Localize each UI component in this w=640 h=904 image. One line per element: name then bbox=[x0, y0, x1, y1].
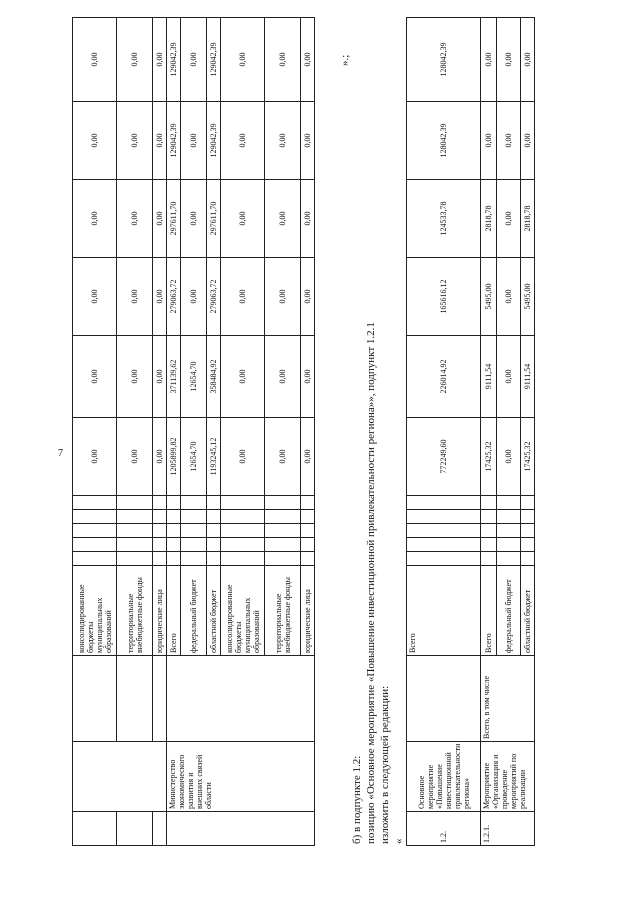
table-cell: 129042,39 bbox=[167, 102, 181, 180]
table-cell: 0,00 bbox=[221, 180, 265, 258]
table-cell: 0,00 bbox=[301, 418, 315, 496]
table-cell: 0,00 bbox=[221, 18, 265, 102]
source-label: юридические лица bbox=[153, 566, 167, 656]
source-label: территориальные внебюджетные фонды bbox=[117, 566, 153, 656]
source-label: федеральный бюджет bbox=[497, 566, 521, 656]
table-cell: 0,00 bbox=[301, 18, 315, 102]
table-row bbox=[73, 18, 117, 846]
table-cell: 0,00 bbox=[265, 102, 301, 180]
row-number: 1.2.1. bbox=[481, 812, 535, 846]
table-cell: 9111,54 bbox=[481, 336, 497, 418]
table-cell: 0,00 bbox=[497, 336, 521, 418]
budget-table-continuation bbox=[72, 17, 315, 846]
source-label: областной бюджет bbox=[521, 566, 535, 656]
table-cell: 0,00 bbox=[73, 102, 117, 180]
source-label: консолидированные бюджеты муниципальных образований bbox=[73, 566, 117, 656]
table-cell: 1205899,82 bbox=[167, 418, 181, 496]
table-cell: 297611,70 bbox=[207, 180, 221, 258]
table-cell: 0,00 bbox=[117, 102, 153, 180]
table-row bbox=[481, 18, 497, 846]
table-cell: 0,00 bbox=[221, 418, 265, 496]
table-cell: 0,00 bbox=[497, 418, 521, 496]
source-label: федеральный бюджет bbox=[181, 566, 207, 656]
table-cell: 0,00 bbox=[181, 258, 207, 336]
table-cell: 124533,78 bbox=[407, 180, 481, 258]
table-cell: 0,00 bbox=[153, 180, 167, 258]
table-cell: 0,00 bbox=[117, 18, 153, 102]
closing-quote: ».; bbox=[339, 54, 351, 66]
table-row bbox=[407, 18, 481, 846]
executor-cell: Всего, в том числе bbox=[481, 656, 535, 742]
rotated-page-content bbox=[72, 18, 632, 846]
table-cell: 0,00 bbox=[73, 418, 117, 496]
table-cell: 12654,70 bbox=[181, 418, 207, 496]
table-cell: 0,00 bbox=[153, 102, 167, 180]
source-label: юридические лица bbox=[301, 566, 315, 656]
table-cell: 371139,62 bbox=[167, 336, 181, 418]
source-label: областной бюджет bbox=[207, 566, 221, 656]
table-cell: 0,00 bbox=[497, 258, 521, 336]
table-cell: 279063,72 bbox=[167, 258, 181, 336]
table-cell: 0,00 bbox=[117, 418, 153, 496]
table-cell: 358484,92 bbox=[207, 336, 221, 418]
table-row bbox=[153, 18, 167, 846]
table-cell: 0,00 bbox=[265, 180, 301, 258]
subpoint-heading: б) в подпункте 1.2: bbox=[351, 755, 363, 844]
table-cell: 0,00 bbox=[117, 336, 153, 418]
table-cell: 0,00 bbox=[117, 258, 153, 336]
table-cell: 0,00 bbox=[73, 18, 117, 102]
activity-name: Мероприятие «Организация и проведение мероприятий по реализации bbox=[481, 742, 535, 812]
table-cell: 128042,39 bbox=[407, 102, 481, 180]
budget-table-new bbox=[406, 17, 535, 846]
table-cell: 0,00 bbox=[301, 102, 315, 180]
table-cell: 17425,32 bbox=[481, 418, 497, 496]
table-cell: 0,00 bbox=[153, 418, 167, 496]
source-label: Всего bbox=[167, 566, 181, 656]
table-cell: 0,00 bbox=[181, 180, 207, 258]
table-cell: 12654,70 bbox=[181, 336, 207, 418]
table-cell: 5495,00 bbox=[521, 258, 535, 336]
table-cell: 0,00 bbox=[153, 258, 167, 336]
table-cell: 0,00 bbox=[481, 102, 497, 180]
table-cell: 0,00 bbox=[497, 180, 521, 258]
table-cell: 165616,12 bbox=[407, 258, 481, 336]
table-cell: 0,00 bbox=[153, 18, 167, 102]
instruction-text-2: изложить в следующей редакции: bbox=[379, 685, 391, 844]
table-cell: 0,00 bbox=[73, 258, 117, 336]
table-cell: 0,00 bbox=[497, 18, 521, 102]
row-number: 1.2. bbox=[407, 812, 481, 846]
table-cell: 0,00 bbox=[521, 102, 535, 180]
table-cell: 0,00 bbox=[481, 18, 497, 102]
table-cell: 0,00 bbox=[265, 18, 301, 102]
table-cell: 0,00 bbox=[301, 258, 315, 336]
table-cell: 0,00 bbox=[301, 180, 315, 258]
open-quote: « bbox=[393, 838, 405, 844]
table-cell: 5495,00 bbox=[481, 258, 497, 336]
table-cell: 0,00 bbox=[73, 180, 117, 258]
table-cell: 0,00 bbox=[117, 180, 153, 258]
table-cell: 0,00 bbox=[301, 336, 315, 418]
table-cell: 129042,39 bbox=[207, 18, 221, 102]
table-row bbox=[167, 18, 181, 846]
table-cell: 0,00 bbox=[265, 418, 301, 496]
table-cell: 0,00 bbox=[221, 336, 265, 418]
table-cell: 0,00 bbox=[221, 258, 265, 336]
table-cell: 226014,92 bbox=[407, 336, 481, 418]
table-cell: 0,00 bbox=[181, 102, 207, 180]
table-cell: 0,00 bbox=[265, 258, 301, 336]
executor-cell: Министерство экономического развития и внешних связей области bbox=[167, 742, 315, 812]
table-cell: 772249,60 bbox=[407, 418, 481, 496]
source-label: Всего bbox=[481, 566, 497, 656]
table-cell: 129042,39 bbox=[207, 102, 221, 180]
table-cell: 0,00 bbox=[153, 336, 167, 418]
table-cell: 297611,70 bbox=[167, 180, 181, 258]
table-cell: 0,00 bbox=[497, 102, 521, 180]
table-cell: 17425,32 bbox=[521, 418, 535, 496]
source-label: консолидированные бюджеты муниципальных образований bbox=[221, 566, 265, 656]
table-cell: 0,00 bbox=[221, 102, 265, 180]
table-cell: 9111,54 bbox=[521, 336, 535, 418]
table-cell: 1193245,12 bbox=[207, 418, 221, 496]
activity-name: Основное мероприятие «Повышение инвестиционной привлекательности региона» bbox=[407, 742, 481, 812]
table-cell: 129042,39 bbox=[167, 18, 181, 102]
table-cell: 2818,78 bbox=[521, 180, 535, 258]
source-label: Всего bbox=[407, 566, 481, 656]
table-cell: 279063,72 bbox=[207, 258, 221, 336]
table-cell: 2818,78 bbox=[481, 180, 497, 258]
source-label: территориальные внебюджетные фонды bbox=[265, 566, 301, 656]
page-number: 7 bbox=[58, 448, 63, 459]
table-cell: 128042,39 bbox=[407, 18, 481, 102]
table-cell: 0,00 bbox=[265, 336, 301, 418]
instruction-text: позицию «Основное мероприятие «Повышение инвестиционной привлекательности региона»», подпункт 1.2.1 bbox=[365, 322, 377, 844]
table-cell: 0,00 bbox=[73, 336, 117, 418]
table-cell: 0,00 bbox=[521, 18, 535, 102]
table-cell: 0,00 bbox=[181, 18, 207, 102]
table-row bbox=[117, 18, 153, 846]
